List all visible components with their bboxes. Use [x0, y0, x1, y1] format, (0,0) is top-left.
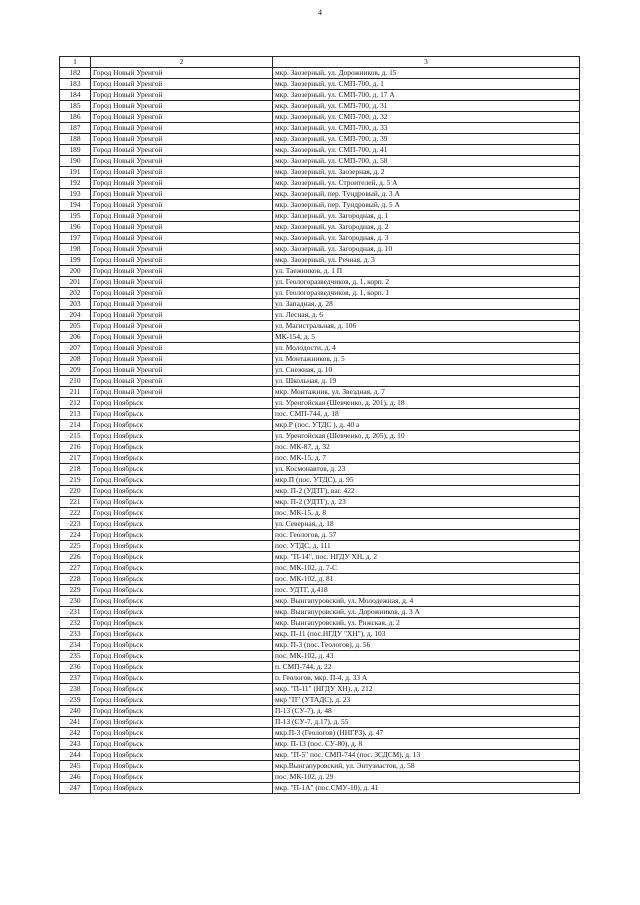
row-address: пос. Геологов, д. 57	[273, 530, 580, 541]
row-number: 219	[60, 475, 91, 486]
row-address: ул. Уренгойская (Шевченко, д. 201), д. 18	[273, 398, 580, 409]
table-row	[60, 541, 580, 552]
table-row	[60, 728, 580, 739]
table-row	[60, 420, 580, 431]
row-number: 241	[60, 717, 91, 728]
table-row	[60, 134, 580, 145]
table-row	[60, 486, 580, 497]
row-municipality: Город Новый Уренгой	[91, 310, 273, 321]
row-address: мкр. "П-5" пос. СМП-744 (пос. ЗСДСМ), д. 13	[273, 750, 580, 761]
row-address: мкр. Заозерный, ул. Загородная, д. 3	[273, 233, 580, 244]
row-address: пос. МК-102, д. 81	[273, 574, 580, 585]
row-municipality: Город Новый Уренгой	[91, 354, 273, 365]
table-row	[60, 68, 580, 79]
table-row	[60, 101, 580, 112]
row-municipality: Город Новый Уренгой	[91, 156, 273, 167]
column-header-number: 1	[60, 57, 91, 68]
table-row	[60, 255, 580, 266]
row-address: п. СМП-744, д. 22	[273, 662, 580, 673]
row-municipality: Город Ноябрьск	[91, 695, 273, 706]
row-municipality: Город Ноябрьск	[91, 475, 273, 486]
row-address: ул. Школьная, д. 19	[273, 376, 580, 387]
row-municipality: Город Новый Уренгой	[91, 321, 273, 332]
table-row	[60, 530, 580, 541]
row-address: мкр. Вынгапуровский, ул. Молодежная, д. 4	[273, 596, 580, 607]
table-row	[60, 222, 580, 233]
row-address: пос. СМП-744, д. 18	[273, 409, 580, 420]
row-address: мкр. П-11 (пос.НГДУ "ХН"), д. 103	[273, 629, 580, 640]
row-number: 222	[60, 508, 91, 519]
row-municipality: Город Ноябрьск	[91, 640, 273, 651]
row-number: 228	[60, 574, 91, 585]
row-municipality: Город Новый Уренгой	[91, 90, 273, 101]
row-number: 220	[60, 486, 91, 497]
table-row	[60, 475, 580, 486]
row-address: ул. Западная, д. 28	[273, 299, 580, 310]
row-address: пос. МК-15, д. 8	[273, 508, 580, 519]
table-header-row	[60, 57, 580, 68]
row-number: 229	[60, 585, 91, 596]
row-number: 246	[60, 772, 91, 783]
row-municipality: Город Новый Уренгой	[91, 233, 273, 244]
row-number: 238	[60, 684, 91, 695]
row-number: 204	[60, 310, 91, 321]
row-number: 192	[60, 178, 91, 189]
row-address: ул. Молодости, д. 4	[273, 343, 580, 354]
row-municipality: Город Ноябрьск	[91, 673, 273, 684]
row-number: 195	[60, 211, 91, 222]
row-address: мкр. Вынгапуровский, ул. Дорожников, д. 3 А	[273, 607, 580, 618]
row-municipality: Город Новый Уренгой	[91, 211, 273, 222]
row-municipality: Город Новый Уренгой	[91, 277, 273, 288]
row-address: мкр. Заозерный, ул. СМП-700, д. 31	[273, 101, 580, 112]
table-row	[60, 585, 580, 596]
row-municipality: Город Новый Уренгой	[91, 332, 273, 343]
row-municipality: Город Ноябрьск	[91, 431, 273, 442]
table-row	[60, 90, 580, 101]
row-number: 215	[60, 431, 91, 442]
table-row	[60, 398, 580, 409]
row-address: мкр. Заозерный, ул. СМП-700, д. 41	[273, 145, 580, 156]
row-municipality: Город Ноябрьск	[91, 596, 273, 607]
row-number: 202	[60, 288, 91, 299]
row-municipality: Город Ноябрьск	[91, 420, 273, 431]
row-number: 183	[60, 79, 91, 90]
row-number: 187	[60, 123, 91, 134]
row-number: 184	[60, 90, 91, 101]
row-number: 239	[60, 695, 91, 706]
row-municipality: Город Новый Уренгой	[91, 288, 273, 299]
row-number: 235	[60, 651, 91, 662]
row-number: 185	[60, 101, 91, 112]
row-number: 211	[60, 387, 91, 398]
row-number: 198	[60, 244, 91, 255]
row-number: 242	[60, 728, 91, 739]
row-number: 210	[60, 376, 91, 387]
row-number: 217	[60, 453, 91, 464]
row-number: 200	[60, 266, 91, 277]
row-address: мкр.П (пос. УТДС), д. 95	[273, 475, 580, 486]
row-number: 214	[60, 420, 91, 431]
row-municipality: Город Ноябрьск	[91, 442, 273, 453]
table-row	[60, 673, 580, 684]
row-number: 206	[60, 332, 91, 343]
row-address: пос. УДТГ, д.418	[273, 585, 580, 596]
row-address: ул. Геологоразведчиков, д. 1, корп. 1	[273, 288, 580, 299]
row-address: пос. МК-15, д. 7	[273, 453, 580, 464]
row-address: мкр. Заозерный, ул. СМП-700, д. 17 А	[273, 90, 580, 101]
row-address: мкр. Вынгапуровский, ул. Рижская, д. 2	[273, 618, 580, 629]
row-number: 234	[60, 640, 91, 651]
table-row	[60, 453, 580, 464]
row-number: 194	[60, 200, 91, 211]
row-municipality: Город Ноябрьск	[91, 497, 273, 508]
row-address: мкр. Заозерный, ул. СМП-700, д. 33	[273, 123, 580, 134]
row-municipality: Город Новый Уренгой	[91, 101, 273, 112]
table-row	[60, 310, 580, 321]
table-row	[60, 299, 580, 310]
row-address: пос. МК-102, д. 29	[273, 772, 580, 783]
row-address: мкр. П-13 (пос. СУ-80), д. 8	[273, 739, 580, 750]
table-row	[60, 211, 580, 222]
row-address: мкр. Заозерный, пер. Тундровый, д. 3 А	[273, 189, 580, 200]
row-number: 205	[60, 321, 91, 332]
row-municipality: Город Новый Уренгой	[91, 167, 273, 178]
table-row	[60, 552, 580, 563]
row-number: 197	[60, 233, 91, 244]
table-row	[60, 596, 580, 607]
table-row	[60, 442, 580, 453]
table-row	[60, 431, 580, 442]
row-number: 203	[60, 299, 91, 310]
column-header-address: 3	[273, 57, 580, 68]
table-row	[60, 695, 580, 706]
row-number: 223	[60, 519, 91, 530]
row-municipality: Город Ноябрьск	[91, 728, 273, 739]
table-row	[60, 354, 580, 365]
row-municipality: Город Ноябрьск	[91, 684, 273, 695]
row-municipality: Город Новый Уренгой	[91, 343, 273, 354]
row-municipality: Город Ноябрьск	[91, 574, 273, 585]
row-address: ул. Магистральная, д. 106	[273, 321, 580, 332]
column-header-municipality: 2	[91, 57, 273, 68]
row-municipality: Город Ноябрьск	[91, 530, 273, 541]
row-number: 237	[60, 673, 91, 684]
table-row	[60, 387, 580, 398]
row-address: мкр. П-3 (пос. Геологов), д. 56	[273, 640, 580, 651]
row-municipality: Город Новый Уренгой	[91, 255, 273, 266]
table-row	[60, 629, 580, 640]
row-address: мкр. Заозерный, ул. СМП-700, д. 39	[273, 134, 580, 145]
row-municipality: Город Новый Уренгой	[91, 365, 273, 376]
table-row	[60, 684, 580, 695]
table-row	[60, 200, 580, 211]
table-row	[60, 112, 580, 123]
address-table	[59, 56, 580, 794]
row-number: 196	[60, 222, 91, 233]
row-municipality: Город Ноябрьск	[91, 585, 273, 596]
table-row	[60, 783, 580, 794]
row-number: 245	[60, 761, 91, 772]
table-row	[60, 178, 580, 189]
row-municipality: Город Ноябрьск	[91, 453, 273, 464]
row-address: п. Геологов, мкр. П-4, д. 33 А	[273, 673, 580, 684]
table-row	[60, 574, 580, 585]
row-municipality: Город Ноябрьск	[91, 464, 273, 475]
table-row	[60, 277, 580, 288]
table-row	[60, 739, 580, 750]
table-row	[60, 750, 580, 761]
row-address: мкр "П" (УТАДС), д. 23	[273, 695, 580, 706]
row-address: пос. УТДС, д. 111	[273, 541, 580, 552]
row-address: мкр. Заозерный, ул. СМП-700, д. 1	[273, 79, 580, 90]
row-address: ул. Геологоразведчиков, д. 1, корп. 2	[273, 277, 580, 288]
row-municipality: Город Новый Уренгой	[91, 134, 273, 145]
row-number: 231	[60, 607, 91, 618]
table-row	[60, 651, 580, 662]
row-address: мкр. Монтажник, ул. Звездная, д. 7	[273, 387, 580, 398]
row-number: 247	[60, 783, 91, 794]
row-number: 240	[60, 706, 91, 717]
table-row	[60, 607, 580, 618]
row-number: 191	[60, 167, 91, 178]
page-number: 4	[318, 8, 322, 17]
row-number: 201	[60, 277, 91, 288]
row-municipality: Город Ноябрьск	[91, 607, 273, 618]
row-address: пос. МК-102, д. 7-С	[273, 563, 580, 574]
row-address: мкр. П-2 (УДТГ), ваг. 422	[273, 486, 580, 497]
row-number: 199	[60, 255, 91, 266]
row-address: П-13 (СУ-7, д.17), д. 55	[273, 717, 580, 728]
table-row	[60, 497, 580, 508]
row-municipality: Город Ноябрьск	[91, 618, 273, 629]
row-address: ул. Уренгойская (Шевченко, д. 205), д. 10	[273, 431, 580, 442]
table-row	[60, 618, 580, 629]
row-municipality: Город Ноябрьск	[91, 761, 273, 772]
row-municipality: Город Ноябрьск	[91, 750, 273, 761]
row-number: 216	[60, 442, 91, 453]
row-municipality: Город Ноябрьск	[91, 519, 273, 530]
row-number: 233	[60, 629, 91, 640]
table-row	[60, 123, 580, 134]
table-row	[60, 761, 580, 772]
row-municipality: Город Новый Уренгой	[91, 299, 273, 310]
row-number: 209	[60, 365, 91, 376]
row-address: мкр.Р (пос. УТДС ), д. 40 а	[273, 420, 580, 431]
row-municipality: Город Новый Уренгой	[91, 145, 273, 156]
table-row	[60, 167, 580, 178]
row-municipality: Город Ноябрьск	[91, 772, 273, 783]
row-number: 208	[60, 354, 91, 365]
row-address: мкр. Заозерный, ул. Загородная, д. 2	[273, 222, 580, 233]
row-municipality: Город Новый Уренгой	[91, 222, 273, 233]
row-address: мкр. "П-11" (НГДУ ХН), д. 212	[273, 684, 580, 695]
table-row	[60, 266, 580, 277]
row-address: П-13 (СУ-7), д. 48	[273, 706, 580, 717]
table-body	[60, 68, 580, 794]
row-address: мкр. "П-14", пос. НГДУ ХН, д. 2	[273, 552, 580, 563]
row-municipality: Город Новый Уренгой	[91, 123, 273, 134]
table-row	[60, 343, 580, 354]
row-municipality: Город Новый Уренгой	[91, 387, 273, 398]
row-address: пос. МК-102, д. 43	[273, 651, 580, 662]
row-municipality: Город Ноябрьск	[91, 563, 273, 574]
row-number: 218	[60, 464, 91, 475]
row-number: 190	[60, 156, 91, 167]
row-municipality: Город Новый Уренгой	[91, 112, 273, 123]
table-row	[60, 145, 580, 156]
row-municipality: Город Новый Уренгой	[91, 68, 273, 79]
row-address: ул. Таежников, д. 1 П	[273, 266, 580, 277]
row-municipality: Город Ноябрьск	[91, 541, 273, 552]
table-row	[60, 563, 580, 574]
row-number: 213	[60, 409, 91, 420]
row-address: мкр.П-3 (Геологов) (ННГРЗ), д. 47	[273, 728, 580, 739]
table-row	[60, 321, 580, 332]
row-address: мкр. Заозерный, ул. Строителей, д. 5 А	[273, 178, 580, 189]
row-address: мкр. Заозерный, ул. Загородная, д. 1	[273, 211, 580, 222]
table-row	[60, 233, 580, 244]
row-address: ул. Северная, д. 18	[273, 519, 580, 530]
row-address: ул. Снежная, д. 10	[273, 365, 580, 376]
row-address: пос. МК-87, д. 32	[273, 442, 580, 453]
table-row	[60, 409, 580, 420]
row-municipality: Город Ноябрьск	[91, 717, 273, 728]
row-municipality: Город Новый Уренгой	[91, 79, 273, 90]
row-municipality: Город Новый Уренгой	[91, 178, 273, 189]
row-municipality: Город Ноябрьск	[91, 651, 273, 662]
table-row	[60, 365, 580, 376]
table-row	[60, 288, 580, 299]
row-municipality: Город Ноябрьск	[91, 629, 273, 640]
row-number: 212	[60, 398, 91, 409]
table-row	[60, 706, 580, 717]
row-number: 189	[60, 145, 91, 156]
row-municipality: Город Ноябрьск	[91, 552, 273, 563]
row-address: мкр. "П-1А" (пос.СМУ-10), д. 41	[273, 783, 580, 794]
row-number: 193	[60, 189, 91, 200]
table-row	[60, 79, 580, 90]
row-number: 224	[60, 530, 91, 541]
row-municipality: Город Ноябрьск	[91, 662, 273, 673]
row-municipality: Город Новый Уренгой	[91, 266, 273, 277]
row-number: 188	[60, 134, 91, 145]
row-number: 227	[60, 563, 91, 574]
row-address: мкр. Заозерный, пер. Тундровый, д. 5 А	[273, 200, 580, 211]
row-number: 207	[60, 343, 91, 354]
row-number: 182	[60, 68, 91, 79]
table-row	[60, 717, 580, 728]
table-row	[60, 376, 580, 387]
row-number: 225	[60, 541, 91, 552]
table-row	[60, 156, 580, 167]
row-address: мкр.Вынгапуровский, ул. Энтузиастов, д. 58	[273, 761, 580, 772]
row-address: мкр. Заозерный, ул. Заозерная, д. 2	[273, 167, 580, 178]
table-row	[60, 519, 580, 530]
row-address: мкр. Заозерный, ул. СМП-700, д. 32	[273, 112, 580, 123]
table-row	[60, 244, 580, 255]
row-address: мкр. Заозерный, ул. Загородная, д. 10	[273, 244, 580, 255]
row-municipality: Город Новый Уренгой	[91, 200, 273, 211]
table-row	[60, 508, 580, 519]
row-address: ул. Монтажников, д. 5	[273, 354, 580, 365]
table-row	[60, 640, 580, 651]
table-row	[60, 332, 580, 343]
row-municipality: Город Ноябрьск	[91, 409, 273, 420]
row-number: 236	[60, 662, 91, 673]
row-municipality: Город Новый Уренгой	[91, 376, 273, 387]
row-address: мкр. Заозерный, ул. Дорожников, д. 15	[273, 68, 580, 79]
row-municipality: Город Ноябрьск	[91, 398, 273, 409]
row-address: мкр. П-2 (УДТГ), д. 23	[273, 497, 580, 508]
row-municipality: Город Ноябрьск	[91, 706, 273, 717]
row-number: 244	[60, 750, 91, 761]
table-row	[60, 772, 580, 783]
row-number: 226	[60, 552, 91, 563]
row-municipality: Город Ноябрьск	[91, 783, 273, 794]
row-municipality: Город Ноябрьск	[91, 739, 273, 750]
row-number: 232	[60, 618, 91, 629]
row-address: ул. Лесная, д. 6	[273, 310, 580, 321]
table-row	[60, 189, 580, 200]
row-number: 221	[60, 497, 91, 508]
row-municipality: Город Ноябрьск	[91, 486, 273, 497]
row-municipality: Город Ноябрьск	[91, 508, 273, 519]
row-address: МК-154, д. 5	[273, 332, 580, 343]
row-address: мкр. Заозерный, ул. Речная, д. 3	[273, 255, 580, 266]
row-number: 230	[60, 596, 91, 607]
row-municipality: Город Новый Уренгой	[91, 189, 273, 200]
row-number: 186	[60, 112, 91, 123]
table-row	[60, 464, 580, 475]
row-address: мкр. Заозерный, ул. СМП-700, д. 58	[273, 156, 580, 167]
row-address: ул. Космонавтов, д. 23	[273, 464, 580, 475]
table-row	[60, 662, 580, 673]
row-number: 243	[60, 739, 91, 750]
row-municipality: Город Новый Уренгой	[91, 244, 273, 255]
